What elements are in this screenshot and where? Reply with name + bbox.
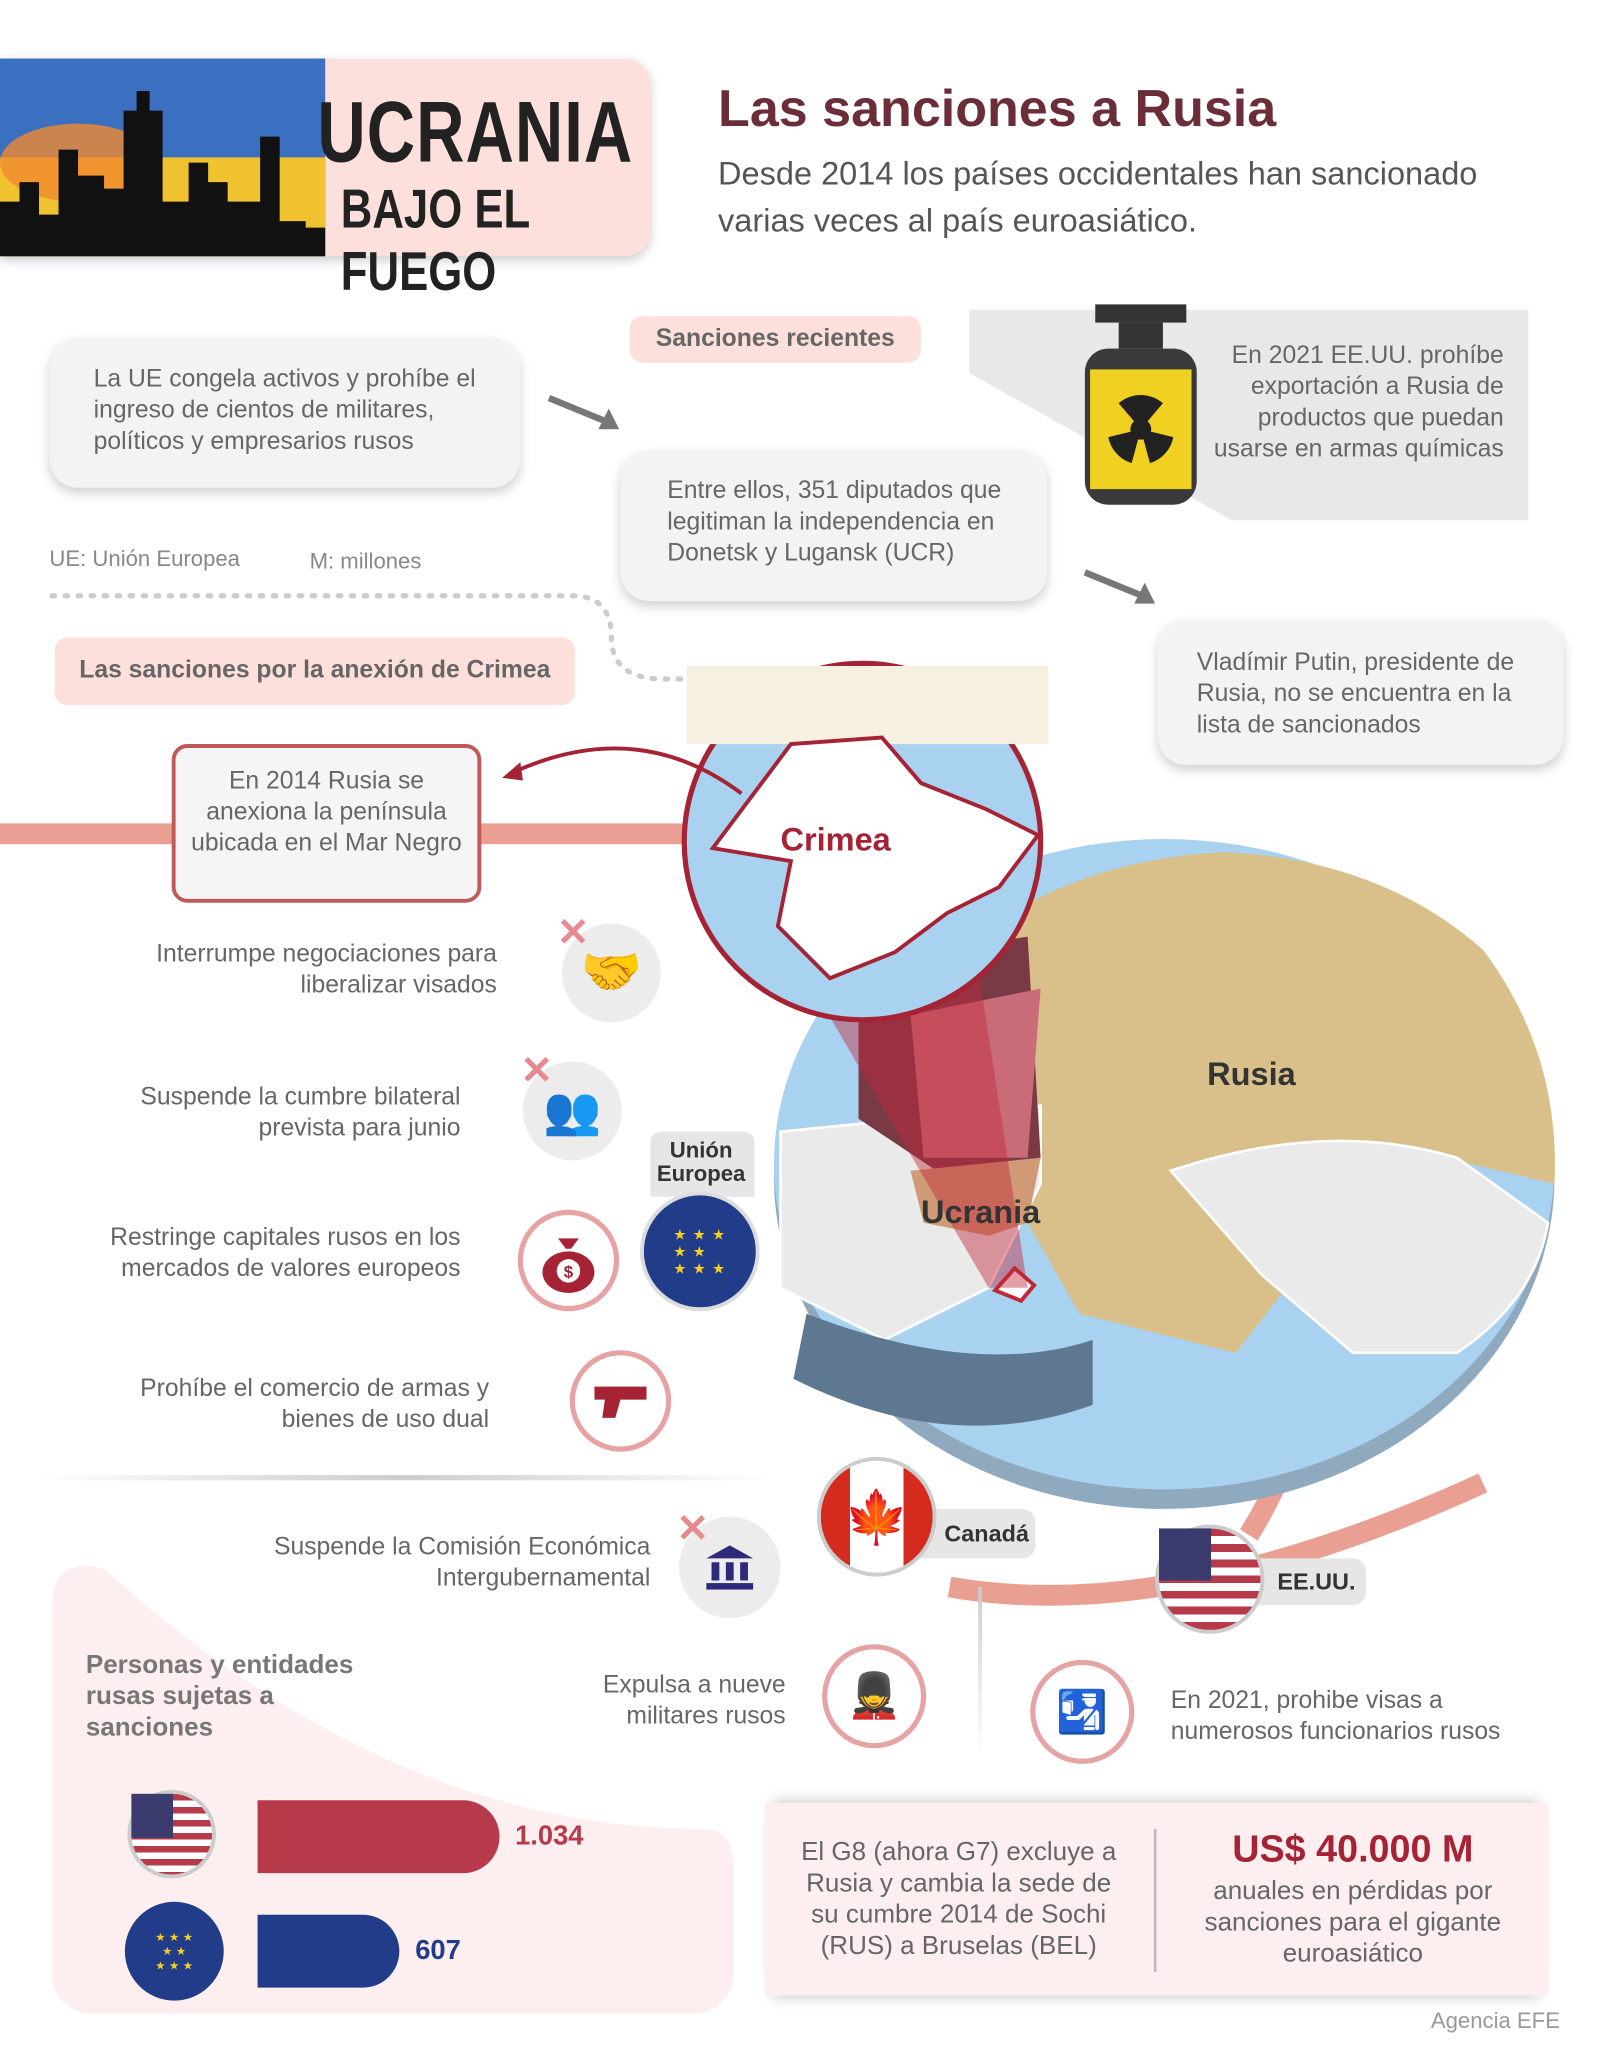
deputies-card: Entre ellos, 351 diputados que legitiman la independencia en Donetsk y Lugansk (UCR) bbox=[620, 450, 1047, 601]
legend-millions: M: millones bbox=[309, 548, 422, 574]
banner-subtitle: BAJO EL FUEGO bbox=[340, 178, 530, 302]
source-credit: Agencia EFE bbox=[1430, 2008, 1560, 2034]
eu-measure-text: Interrumpe negociaciones para liberalizar visados bbox=[156, 940, 497, 1000]
loss-text: anuales en pérdidas por sanciones para el gigante euroasiático bbox=[1204, 1877, 1502, 1969]
handshake-icon: 🤝 bbox=[562, 924, 661, 1023]
annexation-card: En 2014 Rusia se anexiona la península ubicada en el Mar Negro bbox=[172, 744, 482, 903]
page-subtitle: Desde 2014 los países occidentales han sancionado varias veces al país euroasiático. bbox=[718, 156, 1478, 240]
us-chemical-text: En 2021 EE.UU. prohíbe exportación a Rusia de productos que puedan usarse en armas químicas bbox=[1213, 342, 1504, 464]
money-bag-icon bbox=[518, 1210, 619, 1311]
chemical-bomb-icon bbox=[1082, 302, 1199, 513]
passport-icon: 🛂 bbox=[1030, 1660, 1134, 1764]
divider bbox=[39, 1475, 767, 1480]
cross-icon: ✕ bbox=[676, 1507, 710, 1551]
crimea-sanctions-label: Las sanciones por la anexión de Crimea bbox=[55, 637, 575, 705]
eu-actor-label: Unión Europea bbox=[656, 1138, 746, 1187]
chart-value-label: 607 bbox=[415, 1935, 461, 1966]
cross-icon: ✕ bbox=[556, 911, 590, 955]
arrow-icon bbox=[1082, 567, 1160, 609]
canada-actor-label: Canadá bbox=[944, 1520, 1029, 1547]
eu-freeze-card: La UE congela activos y prohíbe el ingreso de cientos de militares, políticos y empresarios rusos bbox=[49, 338, 520, 488]
canada-measure-text: Expulsa a nueve militares rusos bbox=[602, 1671, 786, 1731]
banner-title: UCRANIA bbox=[317, 83, 634, 180]
us-actor-label: EE.UU. bbox=[1277, 1568, 1356, 1595]
eu-measure-text: Suspende la cumbre bilateral prevista para junio bbox=[140, 1083, 461, 1143]
eu-measure-text: Prohíbe el comercio de armas y bienes de uso dual bbox=[140, 1374, 490, 1434]
putin-card: Vladímir Putin, presidente de Rusia, no se encuentra en la lista de sancionados bbox=[1158, 619, 1564, 765]
legend-ue: UE: Unión Europea bbox=[49, 546, 240, 572]
arrow-icon bbox=[546, 393, 624, 432]
chart-value-label: 1.034 bbox=[515, 1821, 584, 1852]
vertical-divider bbox=[978, 1587, 982, 1756]
canada-measure-text: Suspende la Comisión Económica Intergubernamental bbox=[273, 1533, 651, 1593]
loss-amount: US$ 40.000 M bbox=[1232, 1828, 1474, 1871]
g8-text: El G8 (ahora G7) excluye a Rusia y cambia la sede de su cumbre 2014 de Sochi (RUS) a Bruselas (BEL) bbox=[801, 1838, 1117, 1961]
banner bbox=[0, 59, 650, 302]
gun-icon bbox=[570, 1350, 671, 1451]
burning-city-icon bbox=[0, 59, 325, 257]
recent-sanctions-label: Sanciones recientes bbox=[630, 316, 921, 363]
eu-flag-icon: ★ ★ ★ ★ ★ ★ ★ ★ bbox=[640, 1192, 760, 1312]
map-label-russia: Rusia bbox=[1207, 1056, 1296, 1093]
cross-icon: ✕ bbox=[520, 1049, 554, 1093]
eu-flag-icon: ★ ★ ★ ★ ★ ★ ★ ★ bbox=[125, 1902, 224, 2001]
chart-title: Personas y entidades rusas sujetas a sanciones bbox=[85, 1650, 354, 1742]
soldier-icon: 💂 bbox=[822, 1644, 926, 1748]
crimea-label: Crimea bbox=[780, 822, 891, 859]
us-flag-icon bbox=[1155, 1525, 1264, 1634]
meeting-icon: 👥 bbox=[523, 1061, 622, 1160]
eu-measure-text: Restringe capitales rusos en los mercados de valores europeos bbox=[110, 1224, 461, 1283]
arrow-to-annexation-icon bbox=[494, 728, 754, 806]
us-flag-icon bbox=[127, 1790, 215, 1878]
chart-bar bbox=[258, 1915, 400, 1988]
canada-flag-icon: 🍁 bbox=[817, 1457, 937, 1577]
chart-bar bbox=[258, 1800, 500, 1873]
page-title: Las sanciones a Rusia bbox=[718, 80, 1277, 138]
crimea-zoom-circle bbox=[682, 661, 1044, 1023]
us-measure-text: En 2021, prohibe visas a numerosos funcionarios rusos bbox=[1170, 1687, 1501, 1746]
map-label-ukraine: Ucrania bbox=[920, 1194, 1041, 1231]
svg-text:$: $ bbox=[563, 1262, 574, 1282]
g8-divider bbox=[1154, 1829, 1157, 1972]
